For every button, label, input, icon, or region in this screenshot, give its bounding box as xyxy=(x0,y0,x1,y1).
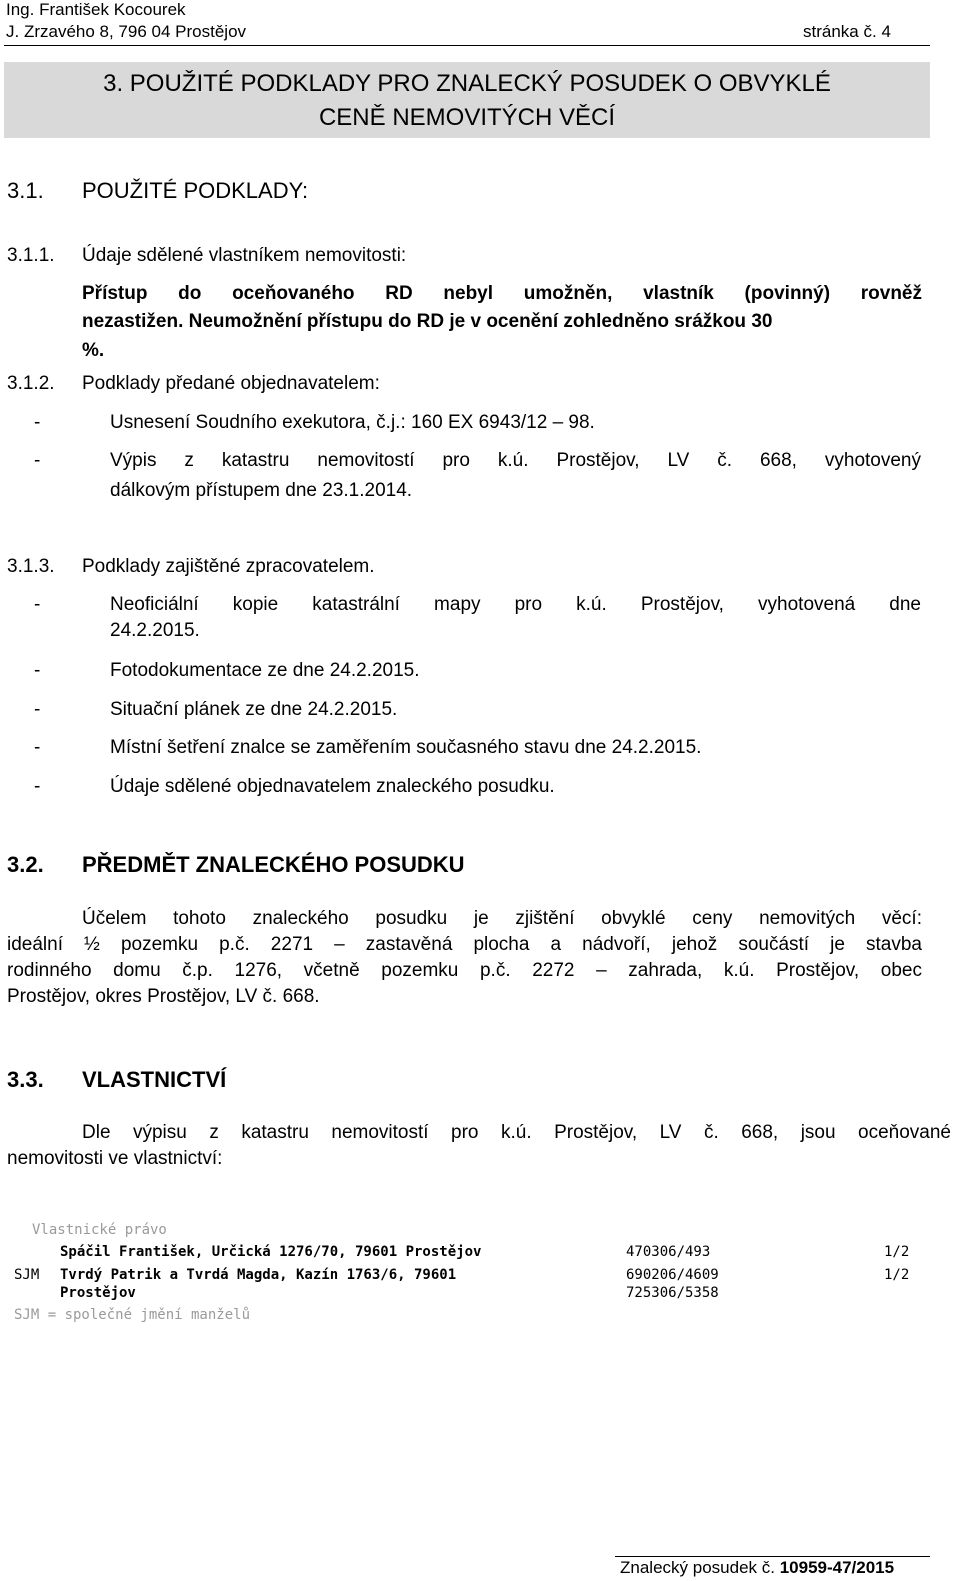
section-3-1-3-title: Podklady zajištěné zpracovatelem. xyxy=(82,556,375,577)
header-divider xyxy=(4,45,930,46)
section-3-1-2-title: Podklady předané objednavatelem: xyxy=(82,373,380,394)
s311-para-line2: nezastižen. Neumožnění přístupu do RD je v ocenění zohledněno srážkou 30 xyxy=(82,311,773,332)
section-3-1-title: POUŽITÉ PODKLADY: xyxy=(82,178,309,203)
section-3-2-number: 3.2. xyxy=(7,852,44,877)
owner-name: Tvrdý Patrik a Tvrdá Magda, Kazín 1763/6, 79601 xyxy=(60,1267,457,1283)
list-bullet: - xyxy=(34,776,41,797)
list-item: Výpis z katastru nemovitostí pro k.ú. Prostějov, LV č. 668, vyhotovený xyxy=(110,450,921,471)
footer-number: 10959-47/2015 xyxy=(779,1558,895,1577)
section-3-3-number: 3.3. xyxy=(7,1067,44,1092)
page-number: 4 xyxy=(881,22,891,41)
footer-text xyxy=(620,1558,894,1578)
list-item: Neoficiální kopie katastrální mapy pro k.ú. Prostějov, vyhotovená dne xyxy=(110,594,921,615)
ownership-note: SJM = společné jmění manželů xyxy=(14,1307,251,1323)
chapter-title-line1: 3. POUŽITÉ PODKLADY PRO ZNALECKÝ POSUDEK O OBVYKLÉ xyxy=(103,70,831,97)
s32-para-line1: Účelem tohoto znaleckého posudku je zjištění obvyklé ceny nemovitých věcí: xyxy=(82,908,922,929)
chapter-title-box xyxy=(4,62,930,138)
list-item-continuation: dálkovým přístupem dne 23.1.2014. xyxy=(110,480,413,501)
s33-para-line1: Dle výpisu z katastru nemovitostí pro k.ú. Prostějov, LV č. 668, jsou oceňované xyxy=(82,1122,951,1143)
section-3-2-title: PŘEDMĚT ZNALECKÉHO POSUDKU xyxy=(82,852,465,877)
s32-para-line3: rodinného domu č.p. 1276, včetně pozemku p.č. 2272 – zahrada, k.ú. Prostějov, obec xyxy=(7,960,922,981)
list-item-continuation: 24.2.2015. xyxy=(110,620,200,641)
header-page xyxy=(803,22,891,42)
section-3-1-1-title: Údaje sdělené vlastníkem nemovitosti: xyxy=(82,245,407,266)
s311-para-line1: Přístup do oceňovaného RD nebyl umožněn, vlastník (povinný) rovněž xyxy=(82,283,922,304)
owner-id: 470306/493 xyxy=(626,1244,711,1260)
owner-id: 725306/5358 xyxy=(626,1285,719,1301)
section-3-1-number: 3.1. xyxy=(7,178,44,203)
list-item: Situační plánek ze dne 24.2.2015. xyxy=(110,699,398,720)
owner-name: Prostějov xyxy=(60,1285,136,1301)
section-3-1-3-number: 3.1.3. xyxy=(7,556,55,577)
owner-id: 690206/4609 xyxy=(626,1267,719,1283)
list-item: Údaje sdělené objednavatelem znaleckého posudku. xyxy=(110,776,555,797)
footer-label: Znalecký posudek č. xyxy=(620,1558,775,1577)
owner-share: 1/2 xyxy=(884,1244,910,1260)
s32-para-line2: ideální ½ pozemku p.č. 2271 – zastavěná plocha a nádvoří, jehož součástí je stavba xyxy=(7,934,922,955)
s32-para-line4: Prostějov, okres Prostějov, LV č. 668. xyxy=(7,986,320,1007)
list-bullet: - xyxy=(34,660,41,681)
list-item: Místní šetření znalce se zaměřením současného stavu dne 24.2.2015. xyxy=(110,737,702,758)
page-label: stránka č. xyxy=(803,22,877,41)
header-address: J. Zrzavého 8, 796 04 Prostějov xyxy=(6,22,247,41)
section-3-1-2-number: 3.1.2. xyxy=(7,373,55,394)
list-bullet: - xyxy=(34,594,41,615)
list-bullet: - xyxy=(34,412,41,433)
list-item: Usnesení Soudního exekutora, č.j.: 160 EX 6943/12 – 98. xyxy=(110,412,595,433)
list-bullet: - xyxy=(34,450,41,471)
list-bullet: - xyxy=(34,699,41,720)
owner-share: 1/2 xyxy=(884,1267,910,1283)
s33-para-line2: nemovitosti ve vlastnictví: xyxy=(7,1148,223,1169)
header-author: Ing. František Kocourek xyxy=(6,0,186,19)
footer-divider xyxy=(615,1556,930,1557)
ownership-heading: Vlastnické právo xyxy=(32,1222,167,1238)
list-bullet: - xyxy=(34,737,41,758)
section-3-3-title: VLASTNICTVÍ xyxy=(82,1067,227,1092)
chapter-title-line2: CENĚ NEMOVITÝCH VĚCÍ xyxy=(318,104,616,131)
owner-prefix: SJM xyxy=(14,1267,40,1283)
list-item: Fotodokumentace ze dne 24.2.2015. xyxy=(110,660,420,681)
owner-name: Spáčil František, Určická 1276/70, 79601 Prostějov xyxy=(60,1244,482,1260)
section-3-1-1-number: 3.1.1. xyxy=(7,245,55,266)
s311-para-line3: %. xyxy=(82,340,105,361)
